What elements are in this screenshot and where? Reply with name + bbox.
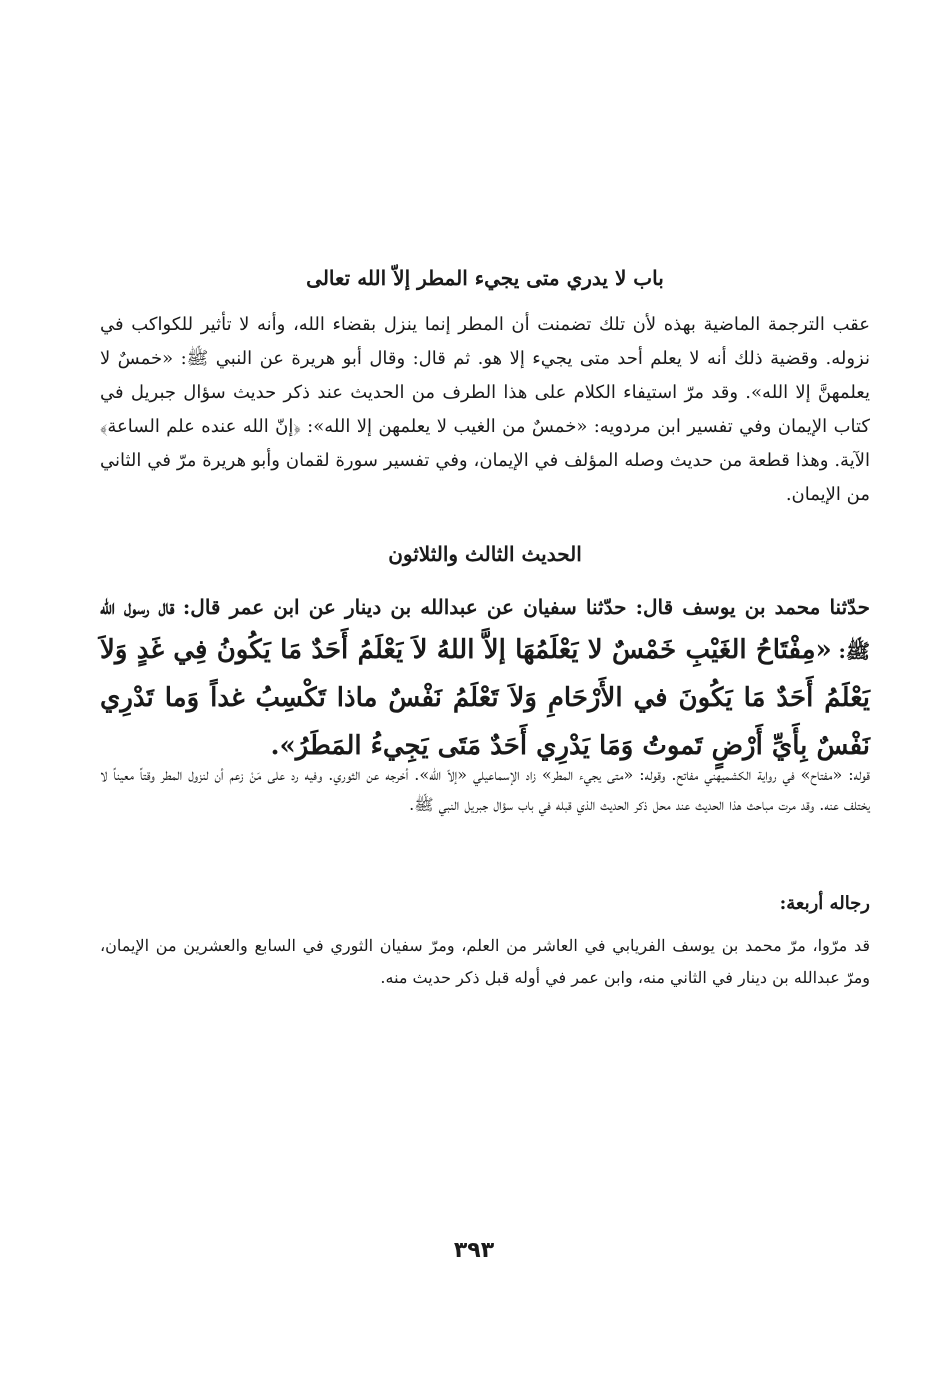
hadith-title: الحديث الثالث والثلاثون <box>388 542 582 566</box>
rijal-heading: رجاله أربعة: <box>779 893 870 914</box>
chapter-title: باب لا يدري متى يجيء المطر إلاّ الله تعالى <box>306 266 664 290</box>
page-number: ٣٩٣ <box>453 1238 495 1263</box>
rijal-paragraph: قد مرّوا، مرّ محمد بن يوسف الفريابي في العاشر من العلم، ومرّ سفيان الثوري في السابع والعشرين من الإيمان، ومرّ عبدالله بن دينار في الثاني منه، وابن عمر في أوله قبل ذكر حديث منه. <box>100 936 870 987</box>
hadith-text <box>100 588 870 770</box>
commentary-paragraph: قوله: «مفتاح» في رواية الكشميهني مفاتح. وقوله: «متى يجيء المطر» زاد الإسماعيلي «إلاّ الله». أخرجه عن الثوري. وفيه رد على مَنْ زعم أن لنزول المطر وقتاً معيناً لا يختلف عنه. وقد مرت مباحث هذا الحديث عند محل ذكر الحديث الذي قبله في باب سؤال جبريل النبي ﷺ. <box>100 765 870 814</box>
hadith-isnad: حدّثنا محمد بن يوسف قال: حدّثنا سفيان عن عبدالله بن دينار عن ابن عمر قال: <box>182 595 870 619</box>
hadith-intro: قال رسول الله ﷺ: <box>100 595 870 663</box>
hadith-matn: «مِفْتَاحُ الغَيْبِ خَمْسٌ لا يَعْلَمُهَا إلاَّ اللهُ لاَ يَعْلَمُ أَحَدٌ مَا يَكُونُ فِي غَدٍ وَلاَ يَعْلَمُ أَحَدٌ مَا يَكُونَ في الأَرْحَامِ وَلاَ تَعْلَمُ نَفْسٌ ماذا تَكْسِبُ غداً وَما تَدْرِي نَفْسٌ بِأَيِّ أَرْضٍ تَموتُ وَمَا يَدْرِي أَحَدٌ مَتَى يَجِيءُ المَطَرُ». <box>100 635 870 761</box>
intro-paragraph: عقب الترجمة الماضية بهذه لأن تلك تضمنت أن المطر إنما ينزل بقضاء الله، وأنه لا تأثير للكواكب في نزوله. وقضية ذلك أنه لا يعلم أحد متى يجيء إلا هو. ثم قال: وقال أبو هريرة عن النبي ﷺ: «خمسٌ لا يعلمهنَّ إلا الله». وقد مرّ استيفاء الكلام على هذا الطرف من الحديث عند ذكر حديث سؤال جبريل في كتاب الإيمان وفي تفسير ابن مردويه: «خمسٌ من الغيب لا يعلمهن إلا الله»: ﴿إنّ الله عنده علم الساعة﴾ الآية. وهذا قطعة من حديث وصله المؤلف في الإيمان، وفي تفسير سورة لقمان وأبو هريرة مرّ في الثاني من الإيمان. <box>100 314 870 505</box>
